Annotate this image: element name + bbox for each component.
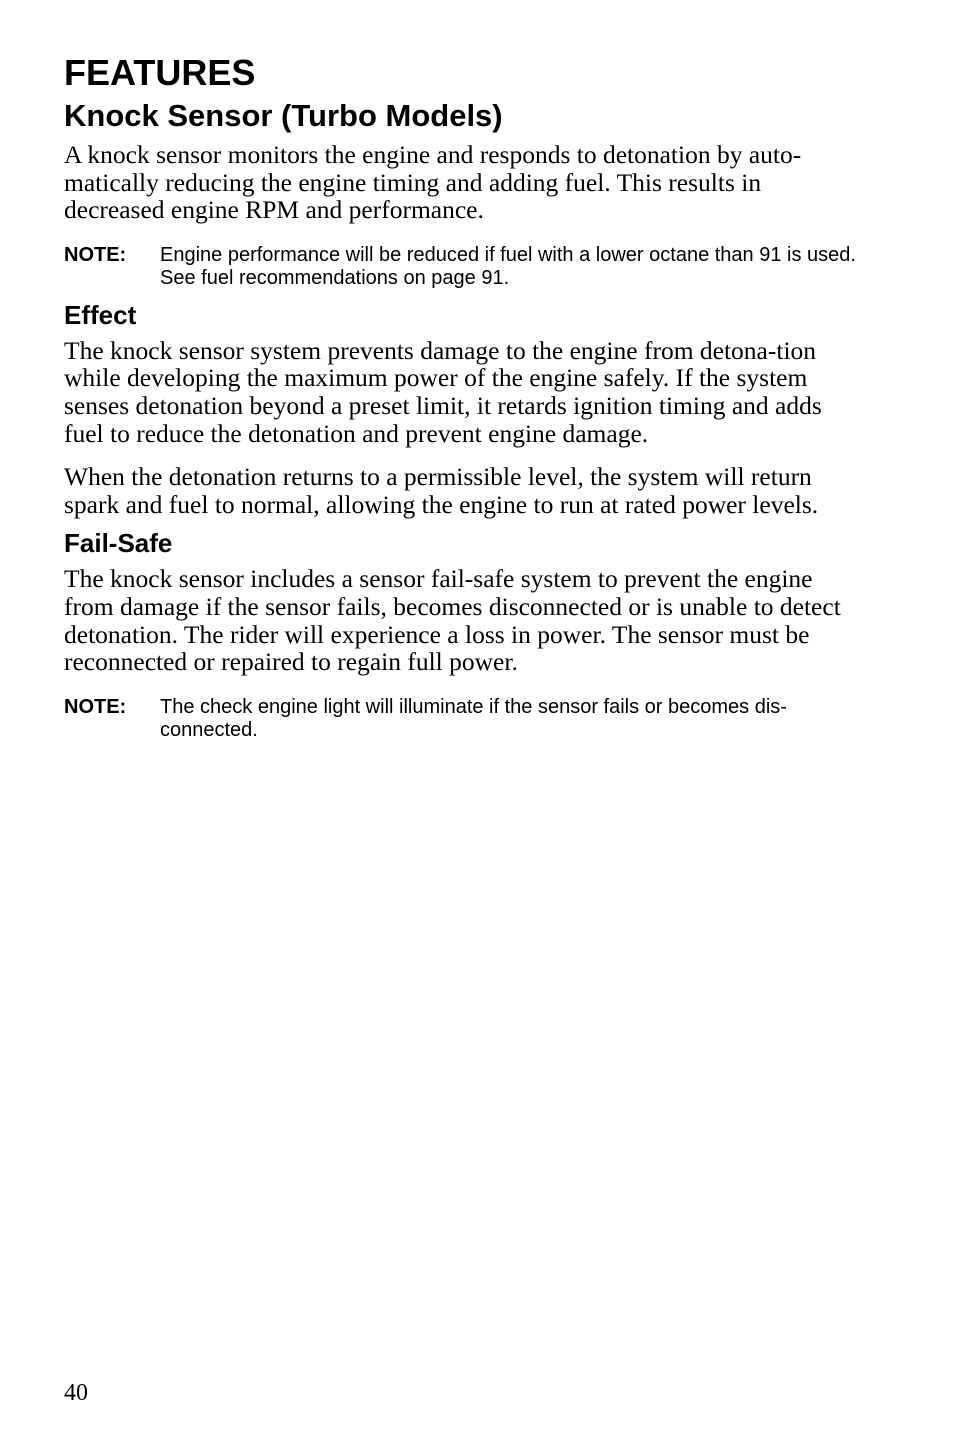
section-title: FEATURES bbox=[64, 52, 256, 93]
note-label: NOTE: bbox=[64, 695, 127, 718]
manual-page bbox=[64, 52, 864, 742]
note-text: Engine performance will be reduced if fuel with a lower octane than 91 is used. See fuel recommendations on page 91. bbox=[160, 243, 856, 289]
page-number: 40 bbox=[64, 1380, 88, 1406]
effect-paragraph: When the detonation returns to a permissible level, the system will return spark and fuel to normal, allowing the engine to run at rated power levels. bbox=[64, 462, 819, 519]
note-label: NOTE: bbox=[64, 243, 127, 266]
fail-safe-heading: Fail-Safe bbox=[64, 528, 173, 559]
note-text: The check engine light will illuminate if the sensor fails or becomes dis-connected. bbox=[160, 695, 787, 741]
fail-safe-paragraph: The knock sensor includes a sensor fail-safe system to prevent the engine from damage if the sensor fails, becomes disconnected or is unable to detect detonation. The rider will experience a loss in power. The sensor must be reconnected or repaired to regain full power. bbox=[64, 564, 841, 677]
intro-paragraph: A knock sensor monitors the engine and responds to detonation by auto-matically reducing the engine timing and adding fuel. This results in decreased engine RPM and performance. bbox=[64, 140, 802, 225]
topic-title: Knock Sensor (Turbo Models) bbox=[64, 98, 503, 133]
effect-paragraph: The knock sensor system prevents damage to the engine from detona-tion while developing the maximum power of the engine safely. If the system senses detonation beyond a preset limit, it retards ignition timing and adds fuel to reduce the detonation and prevent engine damage. bbox=[64, 335, 822, 448]
fail-safe-note bbox=[64, 696, 864, 742]
effect-heading: Effect bbox=[64, 299, 137, 330]
intro-note bbox=[64, 244, 864, 290]
